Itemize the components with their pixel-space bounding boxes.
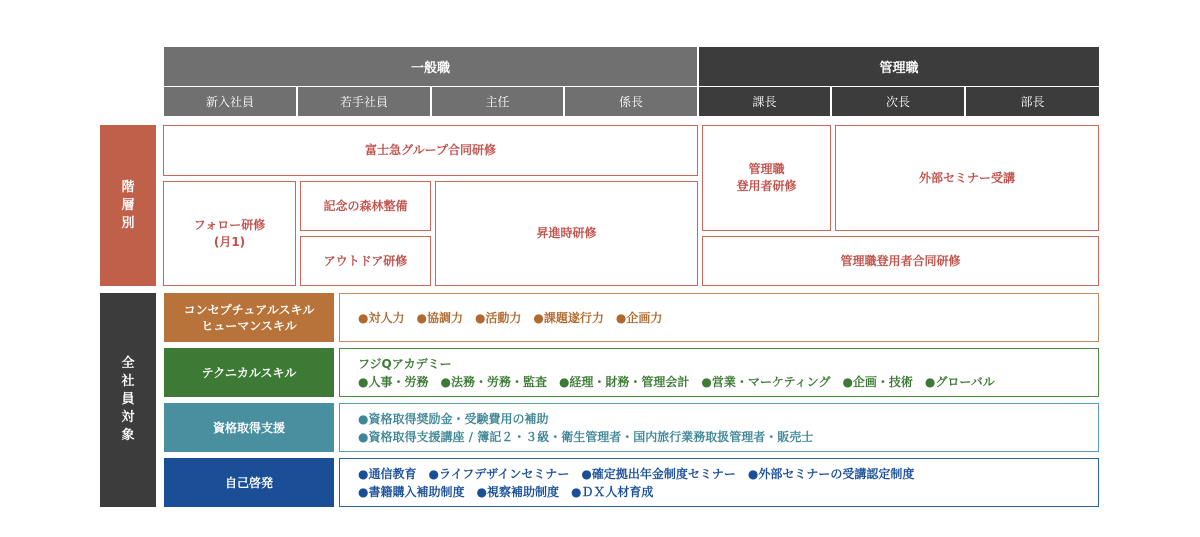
human-skill-title: ヒューマンスキル xyxy=(201,318,297,333)
promotion-training-label: 昇進時研修 xyxy=(536,226,597,240)
promotion-training-box xyxy=(435,181,698,286)
self-development-item-1: ●通信教育 ●ライフデザインセミナー ●確定拠出年金制度セミナー ●外部セミナーの受講認定制度 xyxy=(358,466,915,481)
rank-deputy-manager xyxy=(832,87,964,116)
manager-appointee-label-1: 管理職 xyxy=(748,162,785,176)
qualification-item-2: ●資格取得支援講座 / 簿記２・３級・衛生管理者・国内旅行業務取扱管理者・販売士 xyxy=(358,429,814,444)
follow-training-frequency: (月1) xyxy=(213,234,246,249)
qualification-item-1: ●資格取得奨励金・受験費用の補助 xyxy=(358,411,549,426)
rank-label: 部長 xyxy=(1020,95,1045,109)
side-char: 象 xyxy=(121,428,135,443)
manager-appointee-training-box xyxy=(702,125,831,231)
rank-subsection-chief xyxy=(565,87,697,116)
self-development-content xyxy=(339,458,1099,507)
rank-label: 主任 xyxy=(485,95,510,109)
rank-label: 若手社員 xyxy=(339,95,388,109)
management-label: 管理職 xyxy=(879,61,919,76)
rank-label: 次長 xyxy=(885,95,910,109)
rank-young-employee xyxy=(298,87,430,116)
rank-department-manager xyxy=(966,87,1099,116)
self-development-label xyxy=(164,458,334,507)
manager-appointee-label-2: 登用者研修 xyxy=(736,179,797,193)
conceptual-skill-title: コンセプチュアルスキル xyxy=(183,302,315,317)
technical-skill-content xyxy=(339,348,1099,397)
tiered-side-label xyxy=(100,125,156,286)
qualification-support-label xyxy=(164,403,334,452)
rank-label: 係長 xyxy=(618,95,643,109)
follow-training-label: フォロー研修 xyxy=(193,217,266,232)
forest-maintenance-label: 記念の森林整備 xyxy=(323,198,408,213)
group-joint-training-label: 富士急グループ合同研修 xyxy=(364,143,497,157)
outdoor-training-box xyxy=(300,236,431,286)
technical-skill-label xyxy=(164,348,334,397)
rank-section-manager xyxy=(699,87,830,116)
general-staff-header xyxy=(164,47,697,86)
external-seminar-label: 外部セミナー受講 xyxy=(918,170,1015,185)
outdoor-training-label: アウトドア研修 xyxy=(323,253,408,268)
general-staff-label: 一般職 xyxy=(410,61,450,76)
side-char: 員 xyxy=(121,392,135,407)
self-development-title: 自己啓発 xyxy=(224,475,273,490)
fujiq-academy-title: フジQアカデミー xyxy=(358,356,452,371)
technical-skill-items: ●人事・労務 ●法務・労務・監査 ●経理・財務・管理会計 ●営業・マーケティング ●企画・技術 ●グローバル xyxy=(358,374,995,389)
side-char: 対 xyxy=(121,410,135,425)
self-development-item-2: ●書籍購入補助制度 ●視察補助制度 ●ＤＸ人材育成 xyxy=(358,484,654,499)
external-seminar-box xyxy=(835,125,1099,231)
rank-chief xyxy=(432,87,563,116)
forest-maintenance-box xyxy=(300,181,431,231)
conceptual-skill-label xyxy=(164,293,334,342)
side-char: 社 xyxy=(121,374,135,389)
follow-training-box xyxy=(163,181,296,286)
side-char: 別 xyxy=(121,215,135,231)
manager-joint-training-label: 管理職登用者合同研修 xyxy=(840,253,961,268)
management-header xyxy=(699,47,1099,86)
rank-label: 課長 xyxy=(752,95,777,109)
side-char: 全 xyxy=(121,356,135,371)
rank-new-employee xyxy=(164,87,296,116)
manager-joint-training-box xyxy=(702,236,1099,286)
side-char: 層 xyxy=(121,197,135,213)
qualification-support-content xyxy=(339,403,1099,452)
qualification-support-title: 資格取得支援 xyxy=(212,420,285,435)
side-char: 階 xyxy=(121,179,135,195)
conceptual-skill-content xyxy=(339,293,1099,342)
technical-skill-title: テクニカルスキル xyxy=(201,365,297,380)
conceptual-skill-items: ●対人力 ●協調力 ●活動力 ●課題遂行力 ●企画力 xyxy=(358,310,663,325)
group-joint-training-box xyxy=(163,125,698,176)
rank-label: 新入社員 xyxy=(205,95,254,109)
all-staff-side-label xyxy=(100,293,156,507)
